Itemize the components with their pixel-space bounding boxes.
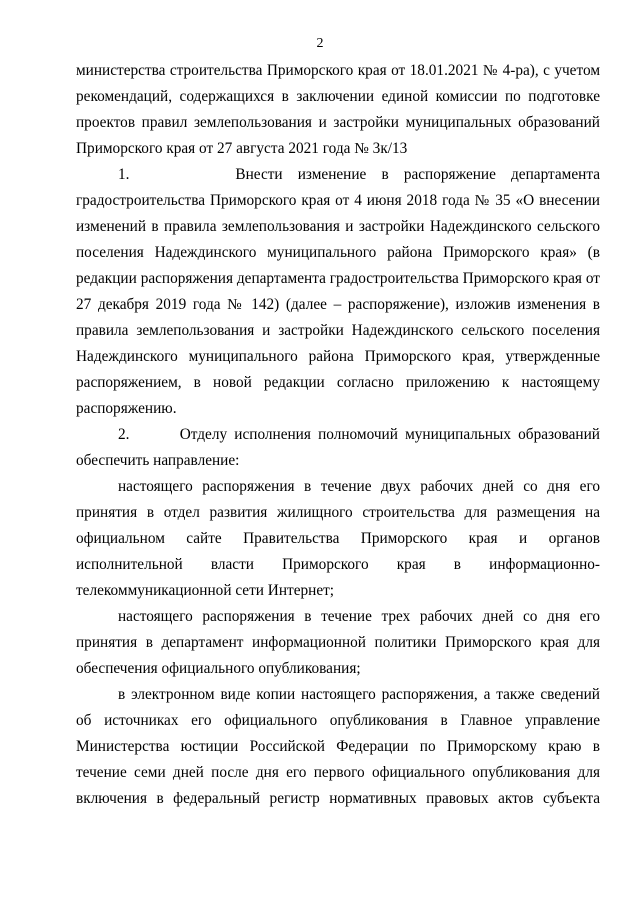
paragraph-sub-1: настоящего распоряжения в течение двух рабочих дней со дня его принятия в отдел развития жилищного строительства для размещения на официальном сайте Правительства Приморского края и органов исполнительной власти Приморского края в информационно-телекоммуникационной сети Интернет; [76, 478, 600, 599]
paragraph-item-1: 1. Внести изменение в распоряжение департамента градостроительства Приморского края от 4 июня 2018 года № 35 «О внесении изменений в правила землепользования и застройки Надеждинского сельского поселения Надеждинского муниципального района Приморского края» (в редакции распоряжения департамента градостроительства Приморского края от 27 декабря 2019 года № 142) (далее – распоряжение), изложив изменения в правила землепользования и застройки Надеждинского сельского поселения Надеждинского муниципального района Приморского края, утвержденные распоряжением, в новой редакции согласно приложению к настоящему распоряжению. [76, 166, 600, 417]
paragraph-sub-3: в электронном виде копии настоящего распоряжения, а также сведений об источниках его официального опубликования в Главное управление Министерства юстиции Российской Федерации по Приморскому краю в течение семи дней после дня его первого официального опубликования для включения в федеральный регистр нормативных правовых актов субъекта [76, 686, 600, 807]
paragraph-item-2: 2. Отделу исполнения полномочий муниципальных образований обеспечить направление: [76, 426, 600, 469]
paragraph-sub-2: настоящего распоряжения в течение трех рабочих дней со дня его принятия в департамент информационной политики Приморского края для обеспечения официального опубликования; [76, 608, 600, 677]
paragraph-intro: министерства строительства Приморского края от 18.01.2021 № 4-ра), с учетом рекомендаций, содержащихся в заключении единой комиссии по подготовке проектов правил землепользования и застройки муниципальных образований Приморского края от 27 августа 2021 года № 3к/13 [76, 62, 600, 157]
document-body [76, 58, 600, 812]
page-number: 2 [316, 36, 324, 51]
